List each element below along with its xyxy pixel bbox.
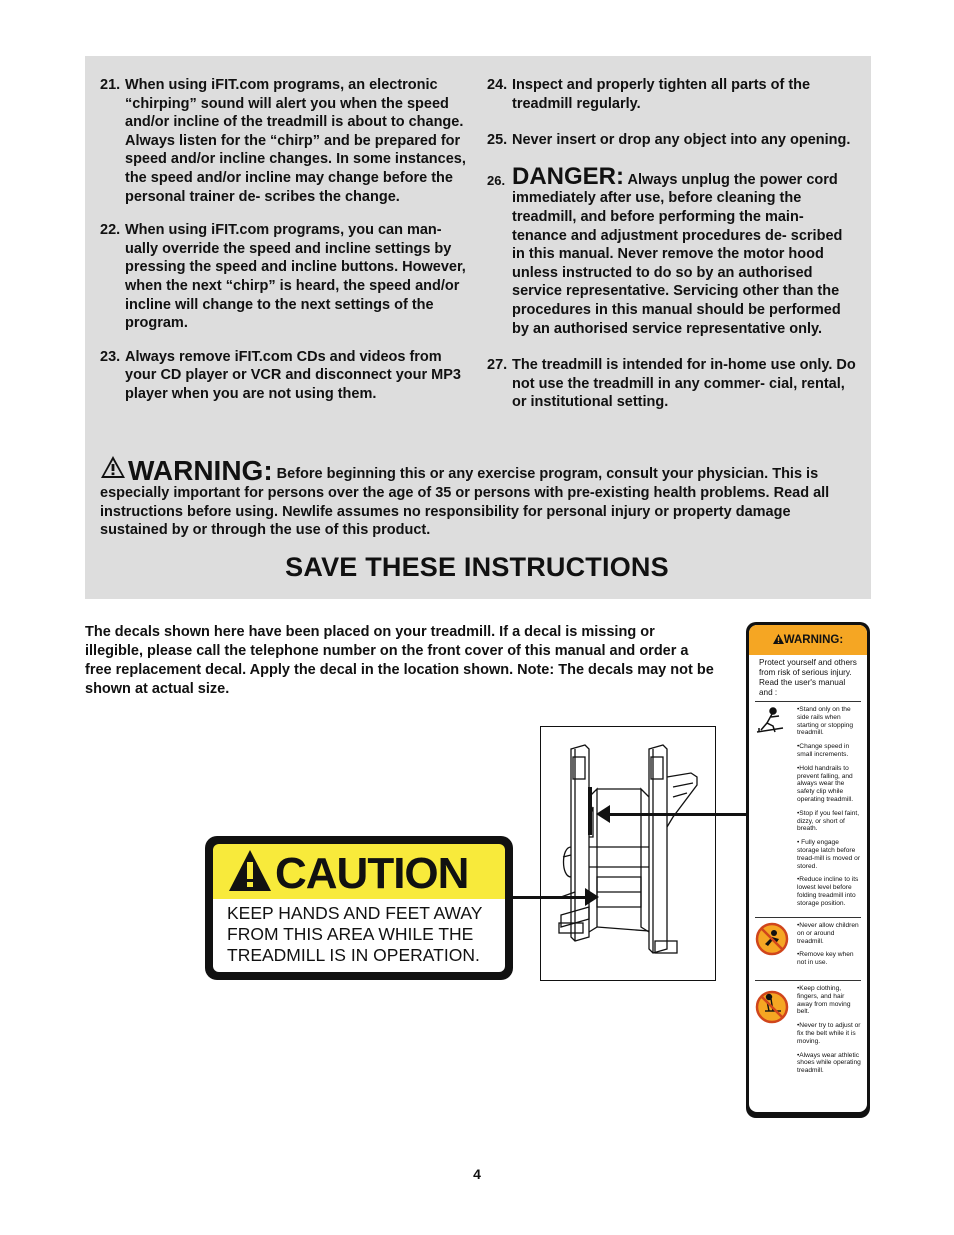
warning-decal-section-2 — [755, 918, 861, 981]
caution-title: CAUTION — [275, 849, 469, 898]
caution-triangle-icon — [227, 848, 273, 894]
treadmill-illustration — [540, 726, 716, 981]
stand-on-rails-icon — [755, 706, 785, 734]
instructions-left-column — [100, 76, 470, 419]
page-number: 4 — [473, 1166, 481, 1182]
caution-decal — [205, 836, 513, 980]
instruction-item-24: 24. Inspect and properly tighten all parts of the treadmill regularly. — [487, 77, 811, 112]
warning-decal-triangle-icon — [773, 634, 784, 644]
warning-arrow-icon — [596, 805, 610, 823]
instruction-item-22: 22. When using iFIT.com programs, you can man- ually override the speed and incline settings by pressing the speed and incline buttons. However, when the next “chirp” is heard, the speed and/or incline will change to the next settings of the program. — [100, 222, 466, 332]
warning-decal-section-1 — [755, 702, 861, 918]
warning-decal-intro: Protect yourself and others from risk of serious injury. Read the user's manual and : — [755, 655, 861, 702]
treadmill-drawing — [541, 727, 715, 980]
caution-decal-body — [213, 899, 505, 972]
warning-triangle-icon — [100, 455, 126, 479]
decal-intro-text: The decals shown here have been placed on your treadmill. If a decal is missing or illegible, please call the telephone number on the front cover of this manual and order a free replacement decal. Apply the decal in the location shown. Note: The decals may not be shown at actual size. — [85, 624, 714, 697]
warning-paragraph: WARNING: Before beginning this or any exercise program, consult your physician. This is especially important for persons over the age of 35 or persons with pre-existing health problems. Read all instructions before using. Newlife assumes no responsibility for personal injury or property damage sustained by or through the use of this product. — [100, 455, 830, 539]
caution-arrow-icon — [585, 888, 599, 906]
warning-decal-section-1-text: •Stand only on the side rails when starting or stopping treadmill. •Change speed in small increments. •Hold handrails to prevent falling, and always wear the safety clip while operating treadmill. •Stop if you feel faint, dizzy, or short of breath. • Fully engage storage latch before tread-mill is moved or stored. •Reduce incline to its lowest level before folding treadmill into storage position. — [797, 706, 861, 907]
warning-decal-section-2-text: •Never allow children on or around treadmill. •Remove key when not in use. — [797, 922, 859, 967]
no-children-icon — [755, 922, 789, 956]
warning-decal — [746, 622, 870, 1118]
instructions-right-column — [487, 76, 859, 427]
caution-decal-header — [213, 844, 505, 899]
caution-pointer-line — [513, 896, 593, 899]
warning-decal-title: WARNING: — [783, 634, 844, 646]
instruction-item-26: 26. DANGER: Always unplug the power cord immediately after use, before cleaning the treadmill, and before performing the main- tenance and adjustment procedures de- scribed in this manual. Never remove the motor hood unless instructed to do so by an authorised service representative. Servicing other than the procedures in this manual should be performed by an authorised service representative only. — [487, 162, 843, 337]
warning-decal-section-3-text: •Keep clothing, fingers, and hair away from moving belt. •Never try to adjust or fix the belt while it is moving. •Always wear athletic shoes while operating treadmill. — [797, 985, 861, 1075]
warning-pointer-line — [608, 813, 746, 816]
warning-label: WARNING: — [128, 455, 273, 486]
warning-decal-header — [749, 625, 867, 655]
instruction-item-25: 25. Never insert or drop any object into any opening. — [487, 132, 851, 149]
keep-away-from-belt-icon — [755, 985, 789, 1025]
warning-decal-section-3 — [755, 981, 861, 1091]
warning-decal-inner — [749, 625, 867, 1112]
instruction-item-23: 23. Always remove iFIT.com CDs and videos from your CD player or VCR and disconnect your MP3 player when you are not using them. — [100, 348, 461, 402]
danger-label: DANGER: — [512, 162, 624, 190]
caution-text: KEEP HANDS AND FEET AWAY FROM THIS AREA WHILE THE TREADMILL IS IN OPERATION. — [227, 903, 483, 965]
save-instructions-heading: SAVE THESE INSTRUCTIONS — [285, 552, 669, 582]
instruction-item-21: 21. When using iFIT.com programs, an electronic “chirping” sound will alert you when the speed and/or incline of the treadmill is about to change. Always listen for the “chirp” and be prepared for speed and/or incline changes. In some instances, the speed and/or incline may change before the personal trainer de- scribes the change. — [100, 77, 466, 205]
instruction-item-27: 27. The treadmill is intended for in-home use only. Do not use the treadmill in any commer- cial, rental, or institutional setting. — [487, 357, 856, 411]
